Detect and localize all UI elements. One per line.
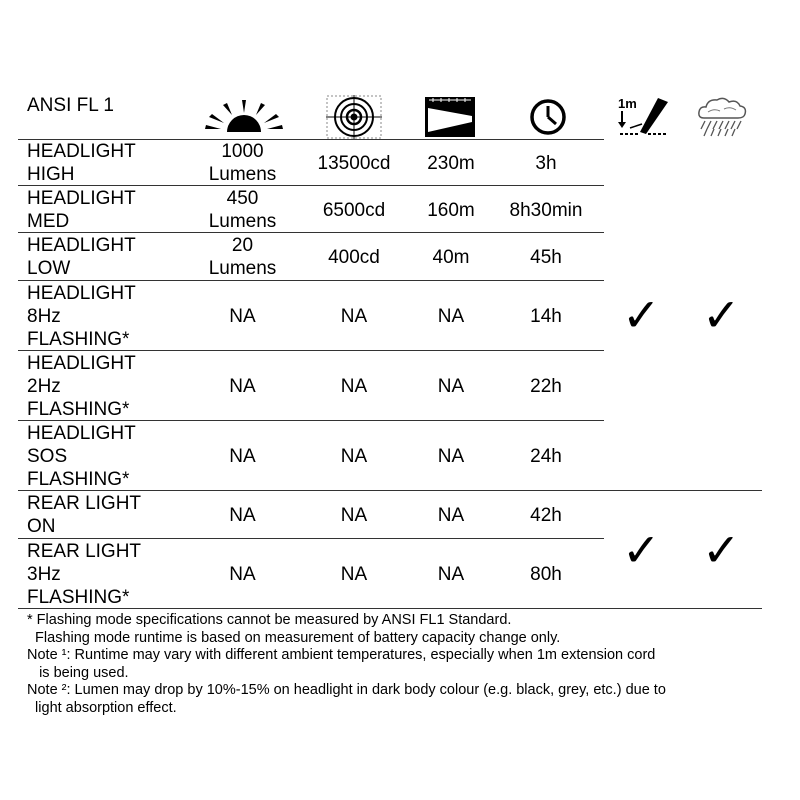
- lumen-note: Note ²: Lumen may drop by 10%-15% on headlight in dark body colour (e.g. black, grey, etc.) due to: [27, 682, 666, 698]
- row-label: HEADLIGHT LOW: [27, 235, 136, 279]
- intensity-value: 400cd: [328, 247, 380, 268]
- intensity-value: NA: [340, 446, 368, 467]
- beam-distance-icon: [425, 97, 475, 137]
- rear-water-resistant-check: ✓: [622, 523, 661, 577]
- runtime-value: 8h30min: [509, 200, 583, 221]
- light-output-value: 1000 Lumens: [208, 141, 277, 185]
- row-label: HEADLIGHT 8Hz FLASHING*: [27, 283, 136, 350]
- light-output-value: NA: [229, 306, 256, 327]
- runtime-value: 24h: [530, 446, 562, 467]
- runtime-value: 3h: [535, 153, 557, 174]
- runtime-note-cont: is being used.: [27, 664, 129, 681]
- standard-title: ANSI FL 1: [27, 95, 114, 116]
- light-output-value: NA: [229, 446, 256, 467]
- distance-value: NA: [437, 446, 465, 467]
- headlight-rain-resistant-check: ✓: [702, 288, 741, 342]
- light-output-value: 450 Lumens: [208, 188, 277, 232]
- runtime-value: 14h: [530, 306, 562, 327]
- light-output-sun-icon: [205, 96, 283, 136]
- row-label: HEADLIGHT MED: [27, 188, 136, 232]
- runtime-value: 42h: [530, 505, 562, 526]
- rain-resistant-cloud-icon: [696, 96, 748, 138]
- distance-value: 160m: [427, 200, 475, 221]
- light-output-value: NA: [229, 505, 256, 526]
- flashing-footnote-cont: Flashing mode runtime is based on measurement of battery capacity change only.: [27, 629, 561, 646]
- row-label: HEADLIGHT SOS FLASHING*: [27, 423, 136, 490]
- intensity-value: 6500cd: [322, 200, 386, 221]
- water-resistant-1m-icon: [616, 94, 672, 138]
- light-output-value: 20 Lumens: [208, 235, 277, 279]
- row-label: HEADLIGHT HIGH: [27, 141, 136, 185]
- runtime-value: 45h: [530, 247, 562, 268]
- depth-label: 1m: [618, 96, 637, 111]
- lumen-note-cont: light absorption effect.: [27, 699, 177, 716]
- row-divider: [18, 538, 604, 539]
- row-label: REAR LIGHT 3Hz FLASHING*: [27, 541, 142, 608]
- intensity-value: NA: [340, 306, 368, 327]
- runtime-value: 80h: [530, 564, 562, 585]
- runtime-note: Note ¹: Runtime may vary with different ambient temperatures, especially when 1m extension cord: [27, 647, 656, 663]
- intensity-value: NA: [340, 564, 368, 585]
- distance-value: NA: [437, 564, 465, 585]
- light-output-value: NA: [229, 376, 256, 397]
- runtime-value: 22h: [530, 376, 562, 397]
- headlight-water-resistant-check: ✓: [622, 288, 661, 342]
- flashing-footnote: * Flashing mode specifications cannot be measured by ANSI FL1 Standard.: [27, 612, 512, 628]
- distance-value: NA: [437, 505, 465, 526]
- footnotes: [27, 612, 787, 717]
- distance-value: 230m: [427, 153, 475, 174]
- intensity-value: 13500cd: [317, 153, 391, 174]
- rear-rain-resistant-check: ✓: [702, 523, 741, 577]
- distance-value: NA: [437, 306, 465, 327]
- runtime-clock-icon: [529, 98, 567, 136]
- intensity-value: NA: [340, 376, 368, 397]
- row-label: HEADLIGHT 2Hz FLASHING*: [27, 353, 136, 420]
- distance-value: 40m: [432, 247, 470, 268]
- light-output-value: NA: [229, 564, 256, 585]
- distance-value: NA: [437, 376, 465, 397]
- row-divider: [18, 280, 604, 281]
- intensity-value: NA: [340, 505, 368, 526]
- peak-beam-intensity-target-icon: [326, 95, 382, 139]
- row-label: REAR LIGHT ON: [27, 493, 142, 537]
